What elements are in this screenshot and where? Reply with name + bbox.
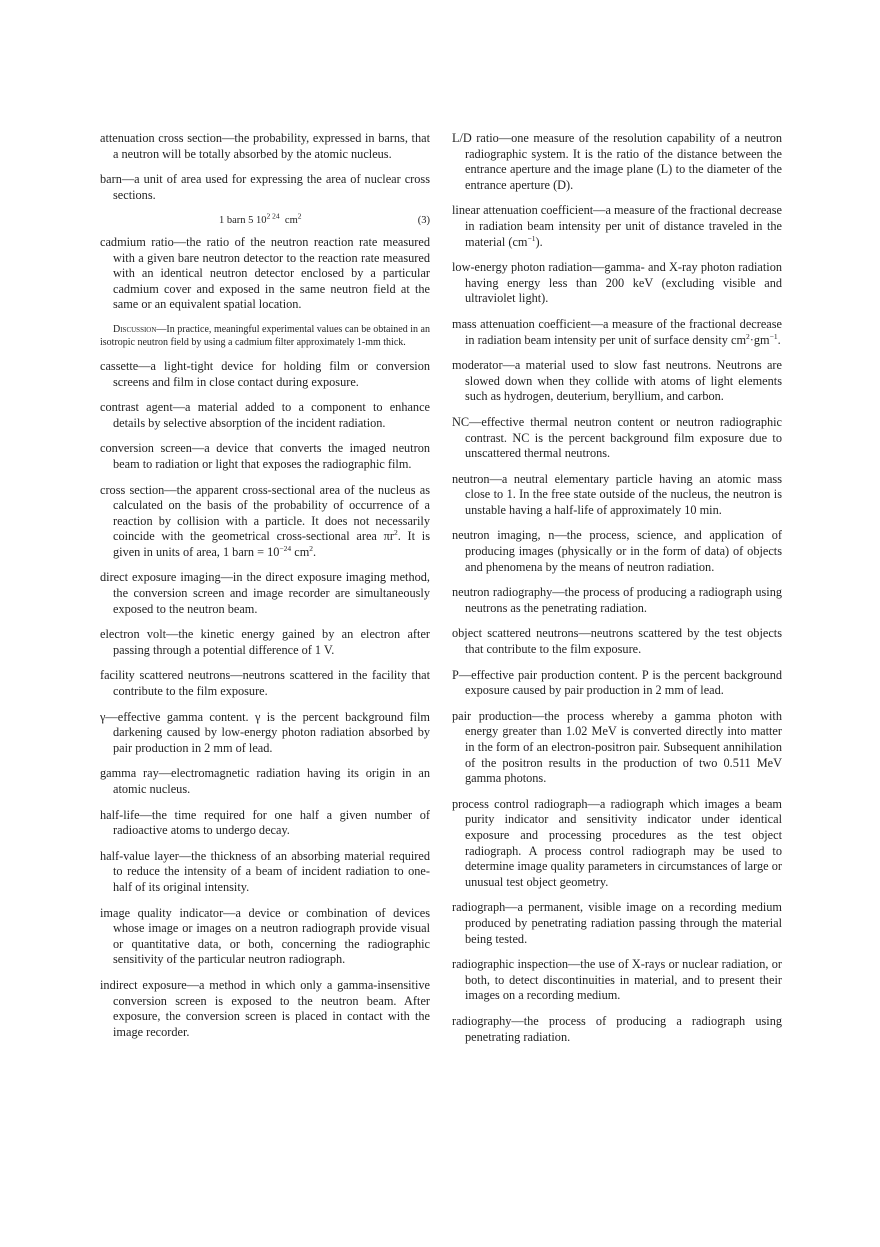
linear-attenuation-text-a: linear attenuation coefficient—a measure of the fractional decrease in radiation beam intensity per unit of distance traveled in the material (cm xyxy=(452,203,782,249)
linear-attenuation-sup: −1 xyxy=(527,233,536,243)
equation-body xyxy=(219,213,302,229)
definition-indirect-exposure: indirect exposure—a method in which only a gamma-insensitive conversion screen is exposed to the neutron beam. After exposure, the conversion screen is placed in contact with the image recorder. xyxy=(100,977,430,1039)
mass-attenuation-text-b: ·gm xyxy=(749,332,770,347)
definition-gamma-ray: gamma ray—electromagnetic radiation having its origin in an atomic nucleus. xyxy=(100,766,430,796)
discussion-label: Discussion xyxy=(113,323,157,335)
right-column xyxy=(452,131,782,1055)
left-column xyxy=(100,131,430,1050)
cross-section-text-a: cross section—the apparent cross-sectional area of the nucleus as calculated on the basis of the probability of occurrence of a reaction by collision with a particle. It does not necessarily coincide with the geometrical cross-sectional area πr xyxy=(100,482,430,544)
mass-attenuation-text-c: . xyxy=(777,332,781,347)
mass-attenuation-sup-1: 2 xyxy=(746,331,750,341)
definition-electron-volt: electron volt—the kinetic energy gained by an electron after passing through a potential difference of 1 V. xyxy=(100,627,430,657)
definition-pair-production: pair production—the process whereby a gamma photon with energy greater than 1.02 MeV is converted directly into matter in the form of an electron-positron pair. Subsequent annihilation of the positron results in the production of two 0.511 MeV gamma photons. xyxy=(452,708,782,786)
equation-unit: cm xyxy=(284,215,298,227)
definition-facility-scattered-neutrons: facility scattered neutrons—neutrons scattered in the facility that contribute to the film exposure. xyxy=(100,668,430,699)
definition-linear-attenuation-coefficient xyxy=(452,203,782,250)
definition-direct-exposure-imaging: direct exposure imaging—in the direct exposure imaging method, the conversion screen and image recorder are simultaneously exposed to the neutron beam. xyxy=(100,570,430,616)
definition-ld-ratio: L/D ratio—one measure of the resolution capability of a neutron radiographic system. It is the ratio of the distance between the entrance aperture and the image plane (L) to the diameter of the entrance aperture (D). xyxy=(452,131,782,192)
definition-p: P—effective pair production content. P is the percent background exposure caused by pair production in 2 mm of lead. xyxy=(452,667,782,698)
definition-radiograph: radiograph—a permanent, visible image on a recording medium produced by penetrating radiation passing through the material being tested. xyxy=(452,900,782,946)
cross-section-sup-2: −24 xyxy=(279,543,292,553)
definition-radiography: radiography—the process of producing a radiograph using penetrating radiation. xyxy=(452,1013,782,1044)
definition-moderator: moderator—a material used to slow fast neutrons. Neutrons are slowed down when they collide with atoms of light elements such as hydrogen, deuterium, beryllium, and carbon. xyxy=(452,358,782,404)
definition-nc: NC—effective thermal neutron content or neutron radiographic contrast. NC is the percent background film exposure due to unscattered thermal neutrons. xyxy=(452,414,782,461)
definition-gamma-content: γ—effective gamma content. γ is the percent background film darkening caused by low-energy photon radiation absorbed by pair production in 2 mm of lead. xyxy=(100,709,430,755)
definition-contrast-agent: contrast agent—a material added to a component to enhance details by selective absorption of the incident radiation. xyxy=(100,400,430,430)
cross-section-text-d: . xyxy=(313,544,317,559)
equation-lhs: 1 barn 5 10 xyxy=(219,215,267,227)
mass-attenuation-text-a: mass attenuation coefficient—a measure of the fractional decrease in radiation beam intensity per unit of surface density cm xyxy=(452,316,782,347)
linear-attenuation-text-b: ). xyxy=(535,234,543,249)
discussion-text: —In practice, meaningful experimental values can be obtained in an isotropic neutron field by using a cadmium filter approximately 1-mm thick. xyxy=(100,323,430,348)
definition-conversion-screen: conversion screen—a device that converts the imaged neutron beam to radiation or light that exposes the radiographic film. xyxy=(100,441,430,471)
equation-3 xyxy=(100,213,430,229)
definition-half-value-layer: half-value layer—the thickness of an absorbing material required to reduce the intensity of a beam of incident radiation to one-half of its original intensity. xyxy=(100,848,430,894)
definition-neutron: neutron—a neutral elementary particle having an atomic mass close to 1. In the free state outside of the nucleus, the neutron is unstable having a half-life of approximately 10 min. xyxy=(452,471,782,517)
cross-section-sup-3: 2 xyxy=(309,543,314,553)
definition-low-energy-photon-radiation: low-energy photon radiation—gamma- and X-ray photon radiation having energy less than 200 keV (excluding visible and ultraviolet light). xyxy=(452,260,782,306)
cross-section-text-c: cm xyxy=(291,544,310,559)
equation-exponent: 2 24 xyxy=(266,211,280,221)
definition-radiographic-inspection: radiographic inspection—the use of X-rays or nuclear radiation, or both, to detect discontinuities in material, and to present their images on a recording medium. xyxy=(452,957,782,1003)
mass-attenuation-sup-2: −1 xyxy=(769,331,778,341)
equation-unit-exponent: 2 xyxy=(297,211,302,221)
definition-object-scattered-neutrons: object scattered neutrons—neutrons scattered by the test objects that contribute to the film exposure. xyxy=(452,626,782,657)
definition-half-life: half-life—the time required for one half a given number of radioactive atoms to undergo decay. xyxy=(100,807,430,838)
equation-number: (3) xyxy=(417,215,430,227)
definition-neutron-radiography: neutron radiography—the process of producing a radiograph using neutrons as the penetrating radiation. xyxy=(452,585,782,615)
definition-attenuation-cross-section: attenuation cross section—the probability, expressed in barns, that a neutron will be totally absorbed by the atomic nucleus. xyxy=(100,131,430,161)
definition-cadmium-ratio: cadmium ratio—the ratio of the neutron reaction rate measured with a given bare neutron detector to the reaction rate measured with an identical neutron detector enclosed by a particular cadmium cover and exposed in the same neutron field at the same or an equivalent spatial location. xyxy=(100,234,430,312)
definition-mass-attenuation-coefficient xyxy=(452,317,782,348)
definition-process-control-radiograph: process control radiograph—a radiograph which images a beam purity indicator and sensitivity indicator under identical exposure and processing procedures as the test object radiograph. A process control radiograph may be used to determine image quality parameters in circumstances of large or unusual test object geometry. xyxy=(452,796,782,889)
definition-neutron-imaging: neutron imaging, n—the process, science, and application of producing images (physically or in the form of data) of objects and phenomena by the means of neutron radiation. xyxy=(452,528,782,574)
discussion-note xyxy=(100,323,430,349)
cross-section-sup-1: 2 xyxy=(393,528,398,538)
cross-section-text-b: . It is given in units of area, 1 barn = 10 xyxy=(113,529,430,559)
definition-cross-section xyxy=(100,483,430,561)
definition-barn: barn—a unit of area used for expressing the area of nuclear cross sections. xyxy=(100,172,430,202)
definition-cassette: cassette—a light-tight device for holding film or conversion screens and film in close contact during exposure. xyxy=(100,358,430,389)
definition-image-quality-indicator: image quality indicator—a device or combination of devices whose image or images on a neutron radiograph provide visual or quantitative data, or both, concerning the radiographic sensitivity of the particular neutron radiograph. xyxy=(100,905,430,967)
